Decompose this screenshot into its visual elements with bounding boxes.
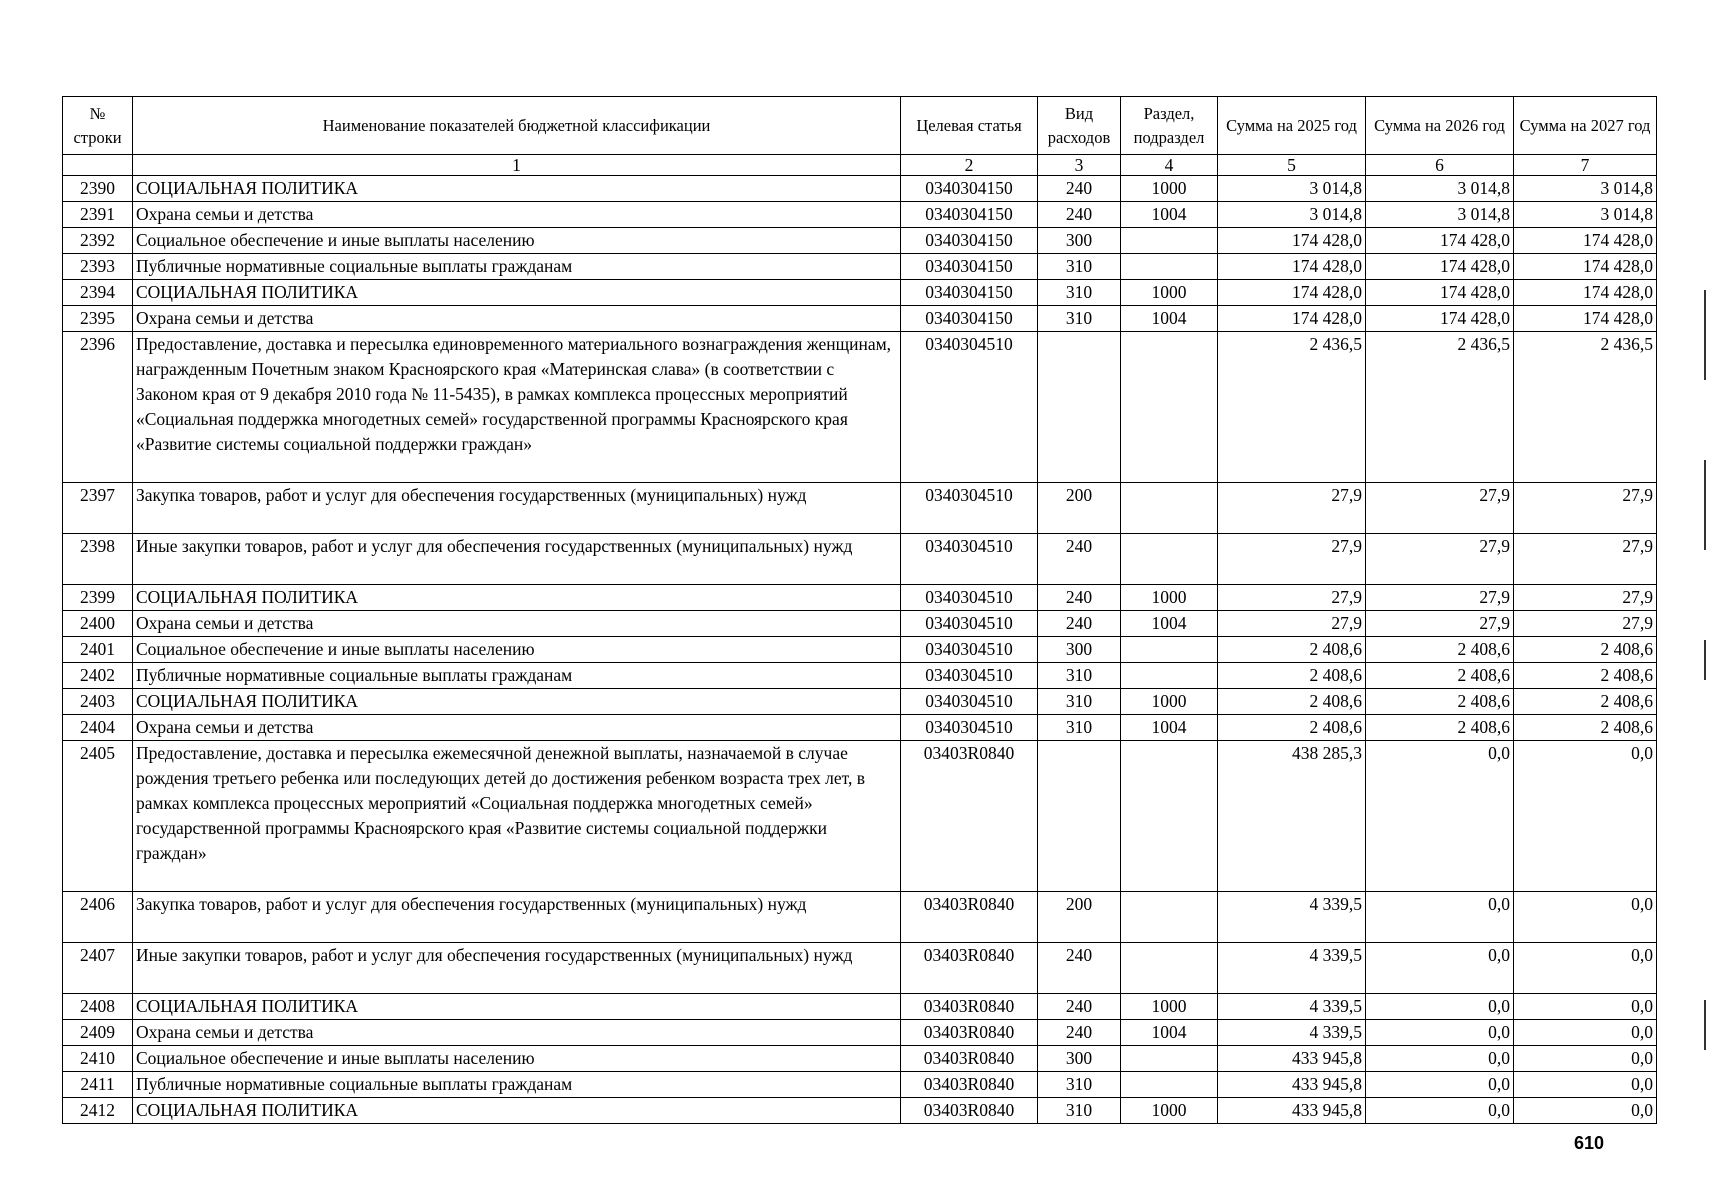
row-name: Предоставление, доставка и пересылка единовременного материального вознаграждения женщинам, награжденным Почетным знаком Красноярского края «Материнская слава» (в соответствии с Законом края от 9 декабря 2010 года № 11-5435), в рамках комплекса процессных мероприятий «Социальная поддержка многодетных семей» государственной программы Красноярского края «Развитие системы социальной поддержки граждан» (133, 332, 901, 483)
row-target-code: 0340304510 (901, 483, 1038, 534)
row-name: Закупка товаров, работ и услуг для обеспечения государственных (муниципальных) нужд (133, 892, 901, 943)
row-sum-2026: 2 408,6 (1366, 715, 1514, 741)
table-row (63, 1098, 1657, 1124)
row-number: 2407 (63, 943, 133, 994)
row-sum-2027: 0,0 (1514, 1072, 1657, 1098)
row-section (1121, 483, 1218, 534)
row-number: 2398 (63, 534, 133, 585)
row-section (1121, 254, 1218, 280)
row-expense-type: 310 (1038, 280, 1121, 306)
row-sum-2027: 3 014,8 (1514, 202, 1657, 228)
row-section (1121, 1046, 1218, 1072)
row-sum-2027: 27,9 (1514, 534, 1657, 585)
row-number: 2411 (63, 1072, 133, 1098)
row-name: Социальное обеспечение и иные выплаты населению (133, 228, 901, 254)
row-sum-2026: 0,0 (1366, 741, 1514, 892)
table-row (63, 637, 1657, 663)
row-section: 1004 (1121, 611, 1218, 637)
row-target-code: 0340304510 (901, 534, 1038, 585)
table-row (63, 1020, 1657, 1046)
row-expense-type: 240 (1038, 202, 1121, 228)
row-sum-2027: 0,0 (1514, 1046, 1657, 1072)
row-expense-type: 240 (1038, 943, 1121, 994)
row-number: 2401 (63, 637, 133, 663)
row-number: 2404 (63, 715, 133, 741)
row-sum-2025: 174 428,0 (1218, 228, 1366, 254)
row-section: 1000 (1121, 176, 1218, 202)
table-row (63, 994, 1657, 1020)
row-target-code: 0340304510 (901, 663, 1038, 689)
header-sum-2026: Сумма на 2026 год (1366, 97, 1514, 155)
row-name: Иные закупки товаров, работ и услуг для обеспечения государственных (муниципальных) нужд (133, 534, 901, 585)
row-sum-2026: 0,0 (1366, 943, 1514, 994)
table-row (63, 306, 1657, 332)
row-sum-2027: 174 428,0 (1514, 280, 1657, 306)
row-sum-2027: 174 428,0 (1514, 306, 1657, 332)
row-sum-2025: 27,9 (1218, 585, 1366, 611)
row-number: 2409 (63, 1020, 133, 1046)
row-number: 2405 (63, 741, 133, 892)
row-sum-2025: 2 408,6 (1218, 663, 1366, 689)
row-name: Социальное обеспечение и иные выплаты населению (133, 637, 901, 663)
row-sum-2026: 27,9 (1366, 534, 1514, 585)
column-number-blank (63, 155, 133, 176)
scan-edge-mark (1704, 290, 1706, 380)
row-sum-2027: 0,0 (1514, 943, 1657, 994)
row-sum-2026: 3 014,8 (1366, 176, 1514, 202)
row-sum-2027: 27,9 (1514, 483, 1657, 534)
row-sum-2027: 0,0 (1514, 994, 1657, 1020)
row-number: 2391 (63, 202, 133, 228)
row-name: СОЦИАЛЬНАЯ ПОЛИТИКА (133, 1098, 901, 1124)
row-expense-type: 310 (1038, 689, 1121, 715)
row-sum-2027: 0,0 (1514, 1098, 1657, 1124)
table-row (63, 892, 1657, 943)
row-sum-2025: 433 945,8 (1218, 1098, 1366, 1124)
row-name: Публичные нормативные социальные выплаты гражданам (133, 663, 901, 689)
table-row (63, 228, 1657, 254)
table-row (63, 611, 1657, 637)
row-expense-type: 240 (1038, 994, 1121, 1020)
row-sum-2026: 3 014,8 (1366, 202, 1514, 228)
header-exp-type: Вид расходов (1038, 97, 1121, 155)
row-target-code: 0340304510 (901, 585, 1038, 611)
row-sum-2026: 0,0 (1366, 1072, 1514, 1098)
table-row (63, 176, 1657, 202)
row-expense-type: 300 (1038, 637, 1121, 663)
row-number: 2399 (63, 585, 133, 611)
row-sum-2025: 27,9 (1218, 534, 1366, 585)
row-sum-2025: 2 408,6 (1218, 689, 1366, 715)
column-number: 7 (1514, 155, 1657, 176)
row-section: 1000 (1121, 689, 1218, 715)
row-number: 2396 (63, 332, 133, 483)
budget-table (62, 96, 1657, 1124)
row-name: СОЦИАЛЬНАЯ ПОЛИТИКА (133, 280, 901, 306)
row-sum-2027: 2 408,6 (1514, 663, 1657, 689)
row-expense-type: 310 (1038, 306, 1121, 332)
row-target-code: 0340304510 (901, 689, 1038, 715)
table-row (63, 280, 1657, 306)
table-row (63, 1072, 1657, 1098)
row-expense-type: 310 (1038, 715, 1121, 741)
header-section: Раздел, подраздел (1121, 97, 1218, 155)
row-target-code: 03403R0840 (901, 1046, 1038, 1072)
scan-edge-mark (1704, 1000, 1706, 1050)
row-expense-type: 310 (1038, 254, 1121, 280)
row-name: Публичные нормативные социальные выплаты гражданам (133, 1072, 901, 1098)
header-sum-2025: Сумма на 2025 год (1218, 97, 1366, 155)
row-target-code: 03403R0840 (901, 741, 1038, 892)
row-section (1121, 637, 1218, 663)
row-sum-2025: 174 428,0 (1218, 254, 1366, 280)
column-number: 2 (901, 155, 1038, 176)
table-body (63, 176, 1657, 1124)
row-number: 2410 (63, 1046, 133, 1072)
row-target-code: 0340304510 (901, 611, 1038, 637)
column-number: 1 (133, 155, 901, 176)
row-section: 1004 (1121, 306, 1218, 332)
row-sum-2026: 174 428,0 (1366, 280, 1514, 306)
row-sum-2025: 2 408,6 (1218, 637, 1366, 663)
table-row (63, 202, 1657, 228)
row-expense-type: 300 (1038, 228, 1121, 254)
row-sum-2027: 27,9 (1514, 611, 1657, 637)
row-name: Публичные нормативные социальные выплаты гражданам (133, 254, 901, 280)
row-name: Охрана семьи и детства (133, 611, 901, 637)
row-number: 2400 (63, 611, 133, 637)
header-name: Наименование показателей бюджетной классификации (133, 97, 901, 155)
row-number: 2393 (63, 254, 133, 280)
row-section: 1004 (1121, 202, 1218, 228)
column-number: 3 (1038, 155, 1121, 176)
row-sum-2026: 27,9 (1366, 611, 1514, 637)
row-number: 2390 (63, 176, 133, 202)
row-section (1121, 534, 1218, 585)
row-name: Охрана семьи и детства (133, 202, 901, 228)
row-sum-2026: 2 436,5 (1366, 332, 1514, 483)
row-sum-2025: 174 428,0 (1218, 306, 1366, 332)
row-sum-2025: 27,9 (1218, 611, 1366, 637)
row-section (1121, 663, 1218, 689)
row-section: 1004 (1121, 715, 1218, 741)
row-sum-2027: 27,9 (1514, 585, 1657, 611)
row-number: 2392 (63, 228, 133, 254)
row-sum-2025: 27,9 (1218, 483, 1366, 534)
row-sum-2026: 2 408,6 (1366, 637, 1514, 663)
row-target-code: 03403R0840 (901, 943, 1038, 994)
row-sum-2026: 174 428,0 (1366, 228, 1514, 254)
header-row-no: № строки (63, 97, 133, 155)
row-sum-2026: 2 408,6 (1366, 689, 1514, 715)
row-sum-2027: 0,0 (1514, 1020, 1657, 1046)
row-section: 1000 (1121, 585, 1218, 611)
row-expense-type: 300 (1038, 1046, 1121, 1072)
row-section (1121, 943, 1218, 994)
row-target-code: 0340304510 (901, 715, 1038, 741)
row-sum-2026: 0,0 (1366, 1098, 1514, 1124)
row-sum-2025: 2 436,5 (1218, 332, 1366, 483)
row-expense-type: 240 (1038, 534, 1121, 585)
row-section (1121, 1072, 1218, 1098)
row-sum-2027: 2 436,5 (1514, 332, 1657, 483)
column-number: 4 (1121, 155, 1218, 176)
row-target-code: 0340304150 (901, 228, 1038, 254)
row-name: СОЦИАЛЬНАЯ ПОЛИТИКА (133, 585, 901, 611)
row-expense-type: 240 (1038, 611, 1121, 637)
row-number: 2403 (63, 689, 133, 715)
table-row (63, 254, 1657, 280)
table-row (63, 943, 1657, 994)
row-name: Закупка товаров, работ и услуг для обеспечения государственных (муниципальных) нужд (133, 483, 901, 534)
row-sum-2025: 433 945,8 (1218, 1072, 1366, 1098)
row-target-code: 0340304150 (901, 306, 1038, 332)
row-expense-type: 200 (1038, 892, 1121, 943)
row-expense-type (1038, 741, 1121, 892)
column-number: 5 (1218, 155, 1366, 176)
row-name: СОЦИАЛЬНАЯ ПОЛИТИКА (133, 994, 901, 1020)
scan-edge-mark (1704, 460, 1706, 550)
row-expense-type: 310 (1038, 1072, 1121, 1098)
row-sum-2027: 174 428,0 (1514, 228, 1657, 254)
row-sum-2027: 2 408,6 (1514, 637, 1657, 663)
row-sum-2027: 0,0 (1514, 741, 1657, 892)
row-name: Социальное обеспечение и иные выплаты населению (133, 1046, 901, 1072)
row-target-code: 0340304150 (901, 202, 1038, 228)
row-sum-2026: 174 428,0 (1366, 306, 1514, 332)
row-section: 1004 (1121, 1020, 1218, 1046)
row-sum-2025: 4 339,5 (1218, 943, 1366, 994)
row-sum-2025: 174 428,0 (1218, 280, 1366, 306)
table-row (63, 1046, 1657, 1072)
row-expense-type: 240 (1038, 176, 1121, 202)
row-sum-2026: 0,0 (1366, 1020, 1514, 1046)
table-row (63, 715, 1657, 741)
row-number: 2402 (63, 663, 133, 689)
table-row (63, 689, 1657, 715)
row-name: Охрана семьи и детства (133, 1020, 901, 1046)
row-sum-2027: 0,0 (1514, 892, 1657, 943)
row-name: Предоставление, доставка и пересылка ежемесячной денежной выплаты, назначаемой в случае рождения третьего ребенка или последующих детей до достижения ребенком возраста трех лет, в рамках комплекса процессных мероприятий «Социальная поддержка многодетных семей» государственной программы Красноярского края «Развитие системы социальной поддержки граждан» (133, 741, 901, 892)
row-sum-2025: 433 945,8 (1218, 1046, 1366, 1072)
row-target-code: 03403R0840 (901, 1072, 1038, 1098)
column-number-row (63, 155, 1657, 176)
row-section (1121, 741, 1218, 892)
row-sum-2027: 3 014,8 (1514, 176, 1657, 202)
row-expense-type: 310 (1038, 1098, 1121, 1124)
row-name: Иные закупки товаров, работ и услуг для обеспечения государственных (муниципальных) нужд (133, 943, 901, 994)
row-number: 2412 (63, 1098, 133, 1124)
row-expense-type: 310 (1038, 663, 1121, 689)
row-name: СОЦИАЛЬНАЯ ПОЛИТИКА (133, 689, 901, 715)
row-target-code: 0340304150 (901, 254, 1038, 280)
row-sum-2026: 27,9 (1366, 585, 1514, 611)
row-name: СОЦИАЛЬНАЯ ПОЛИТИКА (133, 176, 901, 202)
row-sum-2027: 2 408,6 (1514, 715, 1657, 741)
scan-edge-mark (1704, 640, 1706, 680)
row-target-code: 03403R0840 (901, 892, 1038, 943)
row-sum-2026: 27,9 (1366, 483, 1514, 534)
table-row (63, 663, 1657, 689)
table-row (63, 534, 1657, 585)
row-sum-2026: 174 428,0 (1366, 254, 1514, 280)
row-sum-2025: 3 014,8 (1218, 202, 1366, 228)
row-target-code: 0340304150 (901, 176, 1038, 202)
row-section: 1000 (1121, 1098, 1218, 1124)
row-target-code: 03403R0840 (901, 1020, 1038, 1046)
row-number: 2397 (63, 483, 133, 534)
row-section (1121, 892, 1218, 943)
row-number: 2406 (63, 892, 133, 943)
table-row (63, 332, 1657, 483)
row-name: Охрана семьи и детства (133, 306, 901, 332)
row-number: 2395 (63, 306, 133, 332)
row-sum-2026: 2 408,6 (1366, 663, 1514, 689)
row-sum-2025: 4 339,5 (1218, 1020, 1366, 1046)
row-section: 1000 (1121, 280, 1218, 306)
row-sum-2025: 4 339,5 (1218, 892, 1366, 943)
row-expense-type: 200 (1038, 483, 1121, 534)
header-row (63, 97, 1657, 155)
row-section (1121, 332, 1218, 483)
table-row (63, 741, 1657, 892)
row-sum-2025: 3 014,8 (1218, 176, 1366, 202)
row-number: 2408 (63, 994, 133, 1020)
row-target-code: 0340304510 (901, 637, 1038, 663)
row-target-code: 0340304150 (901, 280, 1038, 306)
row-section: 1000 (1121, 994, 1218, 1020)
row-expense-type: 240 (1038, 585, 1121, 611)
table-row (63, 585, 1657, 611)
row-expense-type (1038, 332, 1121, 483)
column-number: 6 (1366, 155, 1514, 176)
header-sum-2027: Сумма на 2027 год (1514, 97, 1657, 155)
row-name: Охрана семьи и детства (133, 715, 901, 741)
row-sum-2025: 438 285,3 (1218, 741, 1366, 892)
row-sum-2026: 0,0 (1366, 892, 1514, 943)
row-section (1121, 228, 1218, 254)
row-target-code: 03403R0840 (901, 1098, 1038, 1124)
row-sum-2025: 2 408,6 (1218, 715, 1366, 741)
table-row (63, 483, 1657, 534)
row-expense-type: 240 (1038, 1020, 1121, 1046)
row-sum-2026: 0,0 (1366, 994, 1514, 1020)
row-sum-2027: 174 428,0 (1514, 254, 1657, 280)
row-number: 2394 (63, 280, 133, 306)
row-target-code: 0340304510 (901, 332, 1038, 483)
row-sum-2026: 0,0 (1366, 1046, 1514, 1072)
page-number: 610 (1574, 1133, 1605, 1153)
header-target: Целевая статья (901, 97, 1038, 155)
row-target-code: 03403R0840 (901, 994, 1038, 1020)
row-sum-2025: 4 339,5 (1218, 994, 1366, 1020)
row-sum-2027: 2 408,6 (1514, 689, 1657, 715)
